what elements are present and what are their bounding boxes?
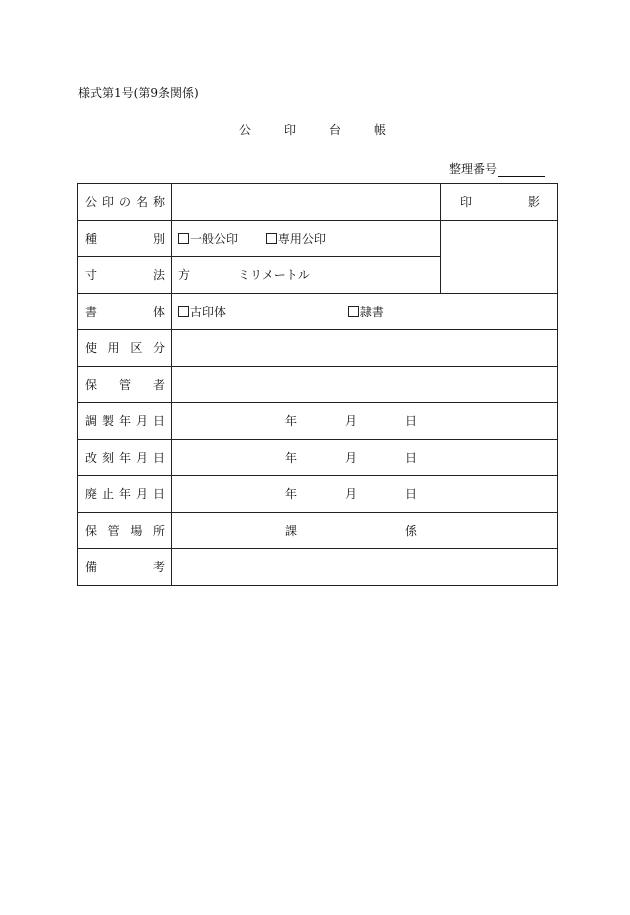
recarving-date-field[interactable]: 年 月 日 bbox=[172, 439, 558, 476]
table-row bbox=[78, 403, 558, 440]
label-char: 種 bbox=[85, 231, 98, 246]
label-char: の bbox=[118, 195, 131, 210]
option-koinbun[interactable]: 古印体 bbox=[178, 303, 226, 320]
type-field bbox=[172, 220, 441, 257]
checkbox-icon[interactable] bbox=[348, 306, 359, 317]
label-char: 分 bbox=[152, 341, 165, 356]
label-char: 別 bbox=[152, 231, 165, 246]
label-char: 月 bbox=[135, 487, 148, 502]
checkbox-icon[interactable] bbox=[178, 233, 189, 244]
custodian-field[interactable] bbox=[172, 366, 558, 403]
row-label bbox=[78, 476, 172, 513]
row-label bbox=[78, 257, 172, 294]
label-char: 者 bbox=[152, 377, 165, 392]
table-row bbox=[78, 366, 558, 403]
seal-impression-header bbox=[441, 184, 558, 221]
title-char: 帳 bbox=[374, 123, 387, 137]
title-char: 印 bbox=[284, 123, 297, 137]
label-char: 廃 bbox=[85, 487, 98, 502]
option-special-seal[interactable]: 専用公印 bbox=[266, 230, 326, 247]
label-text bbox=[78, 193, 171, 210]
label-char: 改 bbox=[85, 450, 98, 465]
label-char: 調 bbox=[85, 414, 98, 429]
label-char: 印 bbox=[101, 195, 114, 210]
option-reisho[interactable]: 隷書 bbox=[348, 303, 384, 320]
label-char: 影 bbox=[527, 195, 540, 210]
label-char: 製 bbox=[101, 414, 114, 429]
seal-ledger-table bbox=[77, 183, 558, 586]
label-char: 名 bbox=[135, 195, 148, 210]
remarks-field[interactable] bbox=[172, 549, 558, 586]
label-char: 書 bbox=[85, 304, 98, 319]
label-char: 寸 bbox=[85, 268, 98, 283]
document-title bbox=[239, 121, 419, 138]
table-row bbox=[78, 512, 558, 549]
table-row bbox=[78, 549, 558, 586]
table-row bbox=[78, 330, 558, 367]
label-char: 備 bbox=[85, 560, 98, 575]
size-field[interactable]: 方 ミリメートル bbox=[172, 257, 441, 294]
typeface-field bbox=[172, 293, 558, 330]
label-char: 管 bbox=[118, 377, 131, 392]
table-row bbox=[78, 439, 558, 476]
row-label bbox=[78, 439, 172, 476]
serial-number-field[interactable] bbox=[498, 163, 545, 177]
serial-number bbox=[449, 160, 545, 177]
table-row bbox=[78, 476, 558, 513]
label-char: 月 bbox=[135, 450, 148, 465]
label-char: 称 bbox=[152, 195, 165, 210]
serial-number-label: 整理番号 bbox=[449, 162, 498, 176]
label-char: 使 bbox=[85, 341, 98, 356]
label-char: 年 bbox=[118, 450, 131, 465]
label-char: 年 bbox=[118, 414, 131, 429]
label-char: 管 bbox=[107, 523, 120, 538]
title-char: 台 bbox=[329, 123, 342, 137]
label-char: 印 bbox=[460, 195, 473, 210]
label-char: 場 bbox=[130, 523, 143, 538]
label-char: 年 bbox=[118, 487, 131, 502]
table-row bbox=[78, 184, 558, 221]
usage-category-field[interactable] bbox=[172, 330, 558, 367]
option-general-seal[interactable]: 一般公印 bbox=[178, 230, 238, 247]
row-label bbox=[78, 366, 172, 403]
label-char: 日 bbox=[152, 414, 165, 429]
label-char: 区 bbox=[130, 341, 143, 356]
row-label bbox=[78, 549, 172, 586]
title-char: 公 bbox=[239, 123, 252, 137]
label-char: 体 bbox=[152, 304, 165, 319]
row-label bbox=[78, 512, 172, 549]
seal-impression-area[interactable] bbox=[441, 220, 558, 293]
label-char: 保 bbox=[85, 523, 98, 538]
row-label bbox=[78, 403, 172, 440]
table-row bbox=[78, 220, 558, 257]
row-label bbox=[78, 184, 172, 221]
table-row bbox=[78, 293, 558, 330]
storage-place-field[interactable]: 課 係 bbox=[172, 512, 558, 549]
row-label bbox=[78, 330, 172, 367]
abolition-date-field[interactable]: 年 月 日 bbox=[172, 476, 558, 513]
label-char: 所 bbox=[152, 523, 165, 538]
label-char: 日 bbox=[152, 450, 165, 465]
label-char: 用 bbox=[107, 341, 120, 356]
label-char: 考 bbox=[152, 560, 165, 575]
checkbox-icon[interactable] bbox=[178, 306, 189, 317]
checkbox-icon[interactable] bbox=[266, 233, 277, 244]
label-char: 公 bbox=[85, 195, 98, 210]
label-char: 止 bbox=[101, 487, 114, 502]
label-char: 刻 bbox=[101, 450, 114, 465]
preparation-date-field[interactable]: 年 月 日 bbox=[172, 403, 558, 440]
row-label bbox=[78, 293, 172, 330]
label-char: 日 bbox=[152, 487, 165, 502]
label-char: 法 bbox=[152, 268, 165, 283]
label-char: 保 bbox=[85, 377, 98, 392]
form-number: 様式第1号(第9条関係) bbox=[78, 86, 199, 100]
row-label bbox=[78, 220, 172, 257]
seal-name-field[interactable] bbox=[172, 184, 441, 221]
label-char: 月 bbox=[135, 414, 148, 429]
